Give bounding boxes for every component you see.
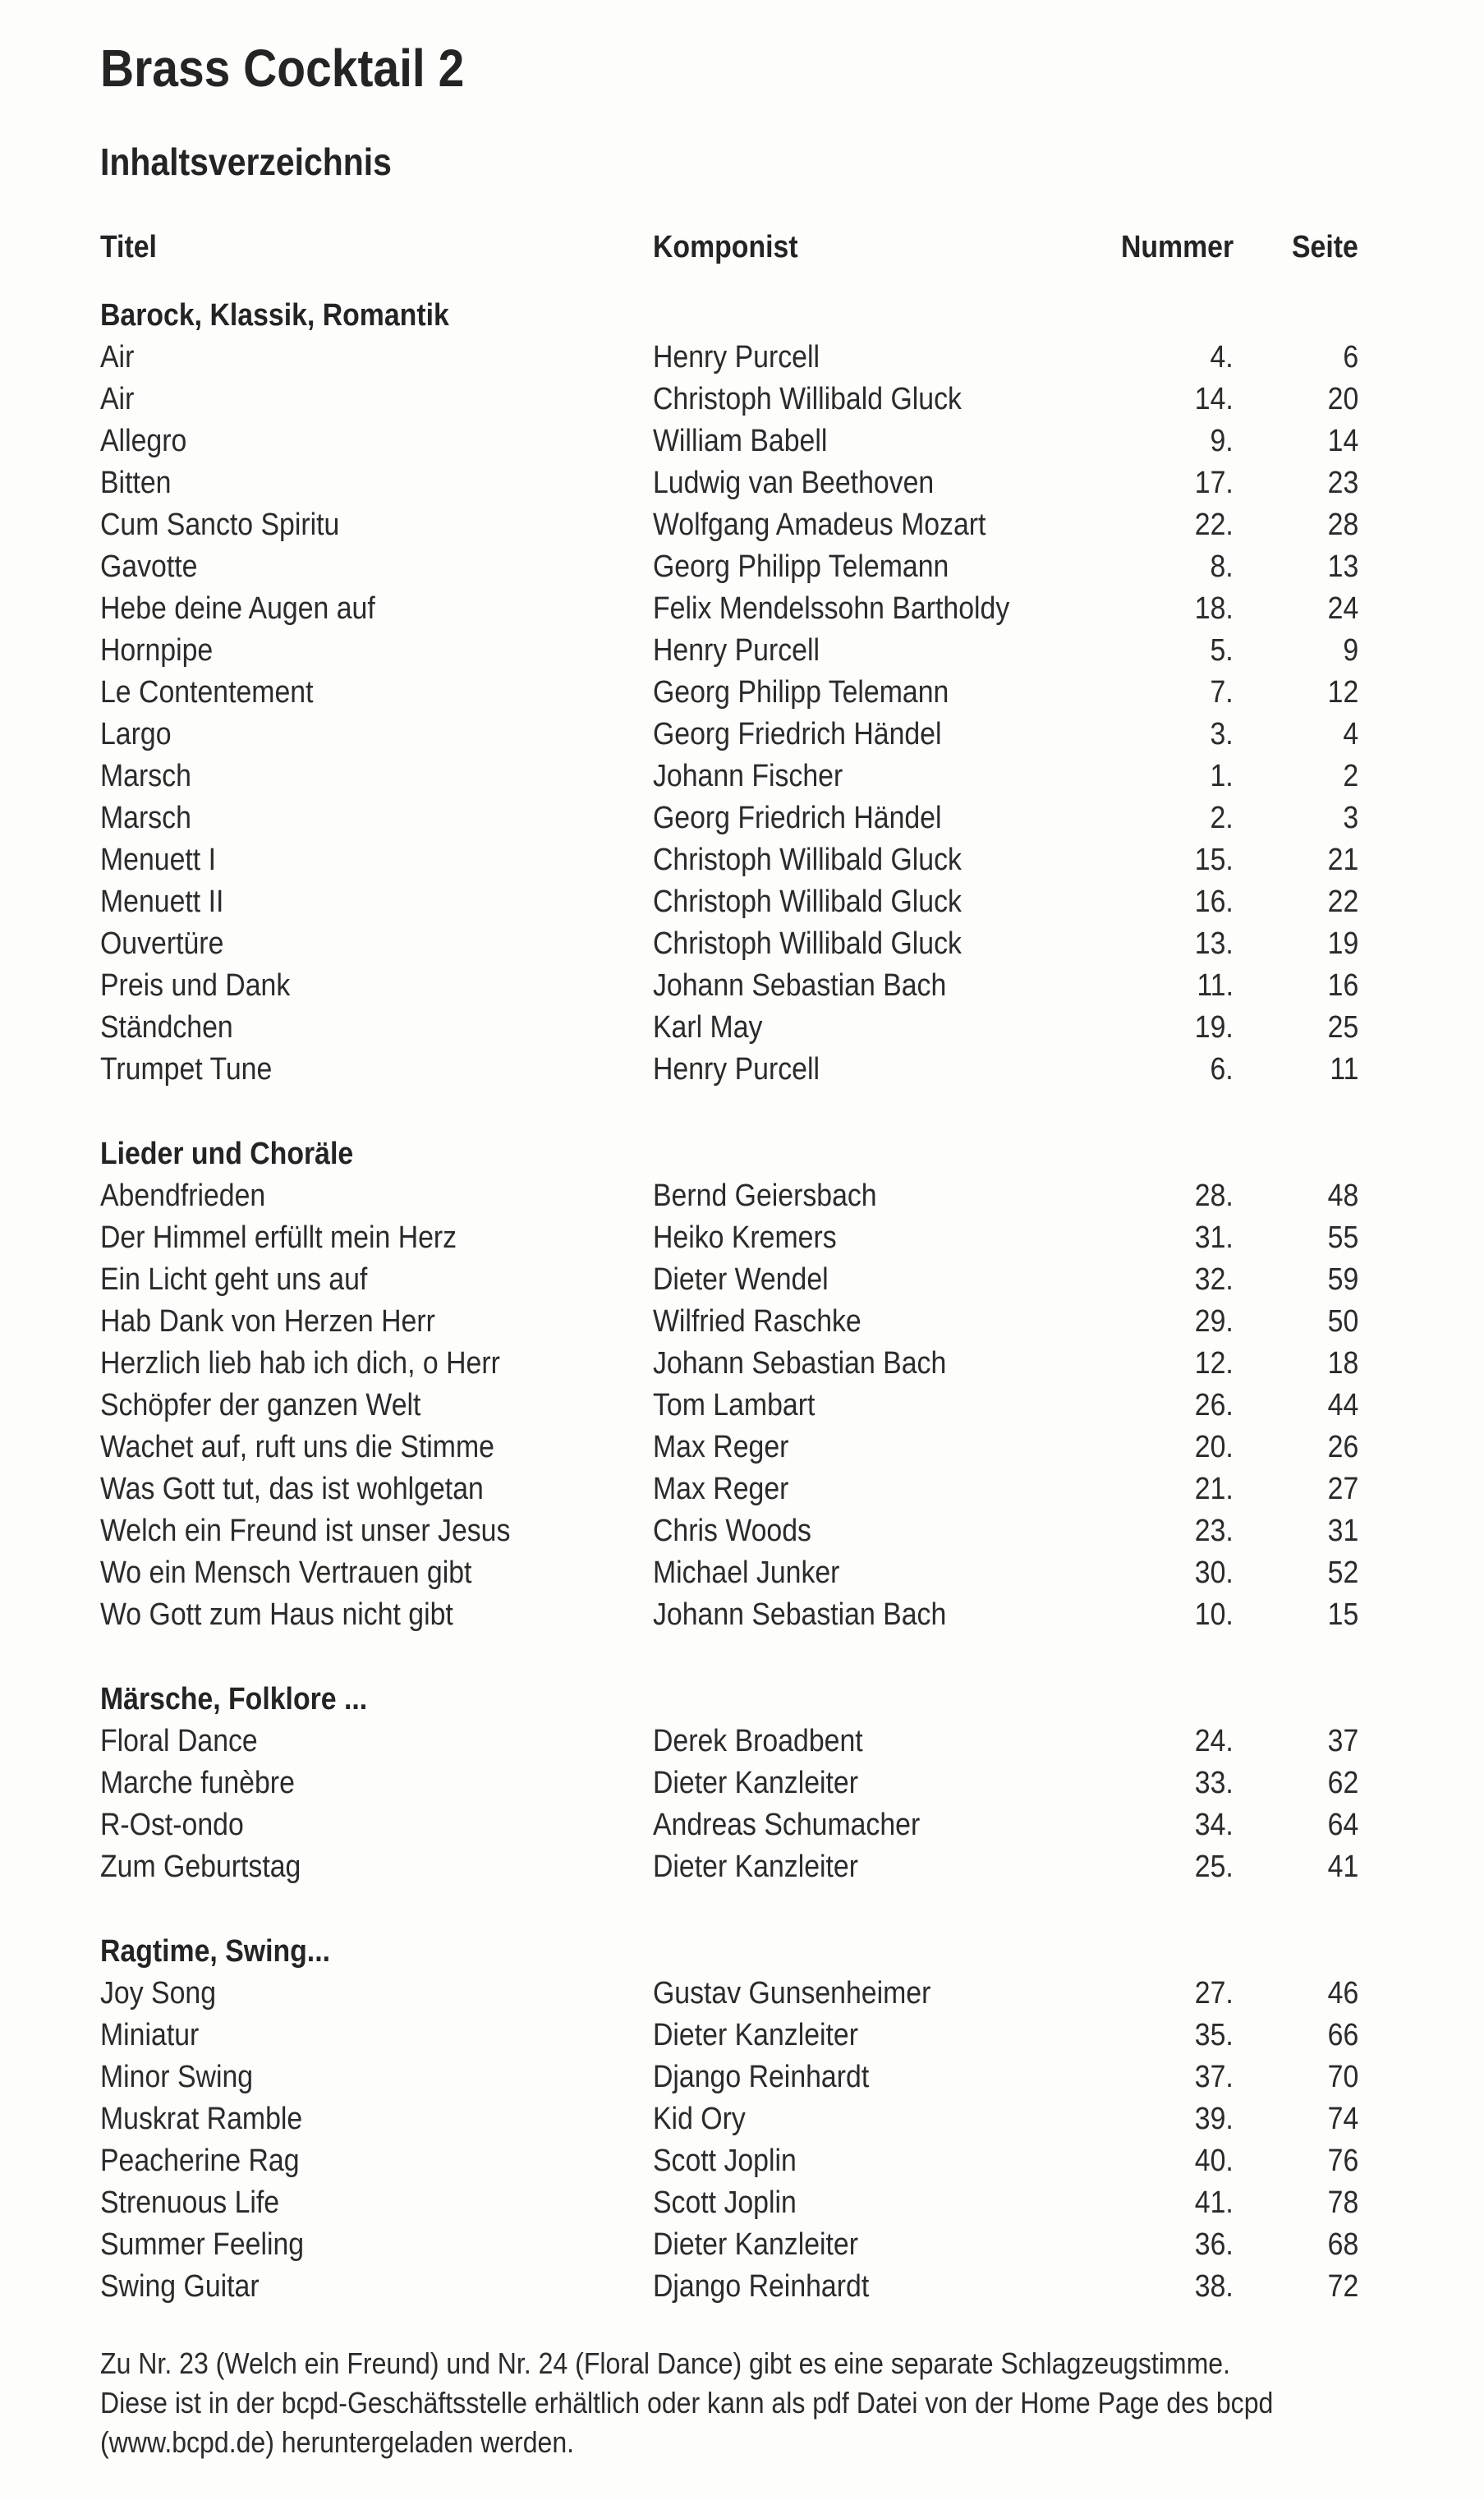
row-number: 13.: [1194, 926, 1234, 961]
section-heading: Ragtime, Swing...: [100, 1934, 331, 1969]
row-title: Cum Sancto Spiritu: [100, 508, 340, 542]
row-title: Largo: [100, 717, 172, 751]
row-page: 26: [1327, 1430, 1358, 1464]
row-title: Preis und Dank: [100, 968, 291, 1003]
row-page: 15: [1327, 1597, 1358, 1632]
row-composer: Christoph Willibald Gluck: [653, 885, 962, 919]
row-title: R-Ost-ondo: [100, 1808, 244, 1842]
row-page: 46: [1327, 1976, 1358, 2011]
row-number: 41.: [1194, 2185, 1234, 2220]
row-page: 24: [1327, 591, 1358, 626]
row-page: 59: [1327, 1262, 1358, 1297]
row-title: Summer Feeling: [100, 2227, 305, 2262]
row-page: 74: [1327, 2102, 1358, 2136]
table-row: [100, 462, 1358, 504]
row-title: Swing Guitar: [100, 2269, 260, 2304]
table-row: [100, 1007, 1358, 1049]
table-row: [100, 756, 1358, 797]
row-title: Ein Licht geht uns auf: [100, 1262, 368, 1297]
section-heading: Märsche, Folklore ...: [100, 1682, 368, 1716]
footer-line: Diese ist in der bcpd-Geschäftsstelle erhältlich oder kann als pdf Datei von der Home Page des bcpd: [100, 2386, 1274, 2420]
row-page: 6: [1343, 340, 1358, 375]
row-composer: Henry Purcell: [653, 633, 820, 668]
footer-note: [100, 2344, 1358, 2462]
toc-sections: [100, 295, 1358, 2308]
row-composer: Christoph Willibald Gluck: [653, 926, 962, 961]
row-title: Schöpfer der ganzen Welt: [100, 1388, 421, 1422]
row-number: 3.: [1210, 717, 1234, 751]
row-composer: Scott Joplin: [653, 2144, 797, 2178]
row-composer: Django Reinhardt: [653, 2060, 870, 2094]
row-page: 78: [1327, 2185, 1358, 2220]
row-number: 10.: [1194, 1597, 1234, 1632]
row-page: 64: [1327, 1808, 1358, 1842]
row-number: 20.: [1194, 1430, 1234, 1464]
row-number: 14.: [1194, 382, 1234, 416]
row-number: 28.: [1194, 1179, 1234, 1213]
column-header-komponist: Komponist: [653, 230, 798, 264]
table-row: [100, 1343, 1358, 1385]
row-title: Ständchen: [100, 1010, 233, 1045]
row-page: 27: [1327, 1472, 1358, 1506]
row-composer: Bernd Geiersbach: [653, 1179, 877, 1213]
row-composer: Karl May: [653, 1010, 763, 1045]
table-row: [100, 2266, 1358, 2308]
row-number: 7.: [1210, 675, 1234, 710]
row-composer: Dieter Kanzleiter: [653, 2018, 859, 2052]
row-title: Air: [100, 382, 135, 416]
row-title: Ouvertüre: [100, 926, 224, 961]
table-row: [100, 1259, 1358, 1301]
row-page: 41: [1327, 1850, 1358, 1884]
row-number: 2.: [1210, 801, 1234, 835]
table-row: [100, 1510, 1358, 1552]
row-number: 35.: [1194, 2018, 1234, 2052]
footer-line: (www.bcpd.de) heruntergeladen werden.: [100, 2425, 575, 2459]
row-number: 25.: [1194, 1850, 1234, 1884]
row-number: 9.: [1210, 424, 1234, 458]
row-number: 4.: [1210, 340, 1234, 375]
row-page: 25: [1327, 1010, 1358, 1045]
table-row: [100, 2140, 1358, 2182]
row-title: Menuett II: [100, 885, 224, 919]
row-page: 21: [1327, 843, 1358, 877]
table-row: [100, 2098, 1358, 2140]
table-header-row: [100, 227, 1358, 269]
row-composer: Henry Purcell: [653, 1052, 820, 1087]
table-row: [100, 420, 1358, 462]
row-composer: Max Reger: [653, 1430, 789, 1464]
row-page: 9: [1343, 633, 1358, 668]
section-rows: [100, 1721, 1358, 1888]
toc-section: [100, 1679, 1358, 1888]
row-page: 37: [1327, 1724, 1358, 1758]
table-row: [100, 1804, 1358, 1846]
row-title: Muskrat Ramble: [100, 2102, 303, 2136]
table-row: [100, 2015, 1358, 2057]
row-page: 76: [1327, 2144, 1358, 2178]
row-number: 18.: [1194, 591, 1234, 626]
table-row: [100, 2057, 1358, 2098]
row-title: Minor Swing: [100, 2060, 254, 2094]
row-title: Strenuous Life: [100, 2185, 280, 2220]
row-title: Miniatur: [100, 2018, 200, 2052]
row-title: Zum Geburtstag: [100, 1850, 301, 1884]
row-title: Abendfrieden: [100, 1179, 266, 1213]
row-composer: Kid Ory: [653, 2102, 746, 2136]
row-title: Wo ein Mensch Vertrauen gibt: [100, 1556, 472, 1590]
section-rows: [100, 1175, 1358, 1636]
row-title: Gavotte: [100, 549, 198, 584]
table-row: [100, 2224, 1358, 2266]
table-row: [100, 546, 1358, 588]
row-composer: Django Reinhardt: [653, 2269, 870, 2304]
row-title: Bitten: [100, 466, 172, 500]
table-row: [100, 2182, 1358, 2224]
row-page: 66: [1327, 2018, 1358, 2052]
table-row: [100, 965, 1358, 1007]
row-number: 31.: [1194, 1220, 1234, 1255]
table-row: [100, 714, 1358, 756]
table-row: [100, 1217, 1358, 1259]
row-title: Marsch: [100, 801, 191, 835]
row-number: 40.: [1194, 2144, 1234, 2178]
row-page: 70: [1327, 2060, 1358, 2094]
row-page: 28: [1327, 508, 1358, 542]
row-composer: Michael Junker: [653, 1556, 840, 1590]
column-header-seite: Seite: [1292, 230, 1358, 264]
row-composer: Georg Philipp Telemann: [653, 675, 949, 710]
row-composer: Christoph Willibald Gluck: [653, 843, 962, 877]
row-composer: Dieter Kanzleiter: [653, 2227, 859, 2262]
row-composer: Dieter Kanzleiter: [653, 1766, 859, 1800]
row-number: 22.: [1194, 508, 1234, 542]
row-composer: Johann Sebastian Bach: [653, 968, 947, 1003]
column-header-titel: Titel: [100, 230, 157, 264]
page-subtitle: Inhaltsverzeichnis: [100, 140, 392, 183]
row-number: 16.: [1194, 885, 1234, 919]
row-number: 34.: [1194, 1808, 1234, 1842]
table-row: [100, 1762, 1358, 1804]
row-number: 24.: [1194, 1724, 1234, 1758]
row-number: 6.: [1210, 1052, 1234, 1087]
row-composer: Ludwig van Beethoven: [653, 466, 935, 500]
row-page: 62: [1327, 1766, 1358, 1800]
row-number: 37.: [1194, 2060, 1234, 2094]
row-number: 12.: [1194, 1346, 1234, 1381]
row-composer: Wolfgang Amadeus Mozart: [653, 508, 986, 542]
row-composer: Wilfried Raschke: [653, 1304, 861, 1339]
row-page: 13: [1327, 549, 1358, 584]
row-page: 2: [1343, 759, 1358, 793]
row-composer: Max Reger: [653, 1472, 789, 1506]
row-number: 23.: [1194, 1514, 1234, 1548]
row-number: 39.: [1194, 2102, 1234, 2136]
row-number: 8.: [1210, 549, 1234, 584]
row-page: 23: [1327, 466, 1358, 500]
toc-section: [100, 1133, 1358, 1636]
row-title: Peacherine Rag: [100, 2144, 300, 2178]
row-title: Welch ein Freund ist unser Jesus: [100, 1514, 511, 1548]
toc-section: [100, 295, 1358, 1091]
table-row: [100, 504, 1358, 546]
row-number: 15.: [1194, 843, 1234, 877]
row-number: 21.: [1194, 1472, 1234, 1506]
row-number: 32.: [1194, 1262, 1234, 1297]
table-row: [100, 1049, 1358, 1091]
row-page: 16: [1327, 968, 1358, 1003]
page-title: Brass Cocktail 2: [100, 39, 465, 98]
row-page: 12: [1327, 675, 1358, 710]
section-rows: [100, 1973, 1358, 2308]
row-title: Floral Dance: [100, 1724, 258, 1758]
row-page: 72: [1327, 2269, 1358, 2304]
row-number: 26.: [1194, 1388, 1234, 1422]
row-page: 18: [1327, 1346, 1358, 1381]
row-composer: Christoph Willibald Gluck: [653, 382, 962, 416]
table-row: [100, 1721, 1358, 1762]
table-row: [100, 379, 1358, 420]
table-row: [100, 1973, 1358, 2015]
row-page: 4: [1343, 717, 1358, 751]
table-row: [100, 1468, 1358, 1510]
table-row: [100, 672, 1358, 714]
row-composer: Chris Woods: [653, 1514, 811, 1548]
row-number: 36.: [1194, 2227, 1234, 2262]
row-composer: Georg Friedrich Händel: [653, 801, 942, 835]
row-composer: Scott Joplin: [653, 2185, 797, 2220]
table-row: [100, 588, 1358, 630]
table-row: [100, 881, 1358, 923]
row-page: 19: [1327, 926, 1358, 961]
row-page: 55: [1327, 1220, 1358, 1255]
row-title: Trumpet Tune: [100, 1052, 273, 1087]
table-row: [100, 839, 1358, 881]
row-title: Hab Dank von Herzen Herr: [100, 1304, 435, 1339]
table-row: [100, 1594, 1358, 1636]
row-composer: Georg Philipp Telemann: [653, 549, 949, 584]
row-title: Le Contentement: [100, 675, 314, 710]
row-composer: Georg Friedrich Händel: [653, 717, 942, 751]
row-page: 11: [1329, 1052, 1358, 1087]
row-composer: Johann Sebastian Bach: [653, 1346, 947, 1381]
row-page: 3: [1343, 801, 1358, 835]
row-number: 33.: [1194, 1766, 1234, 1800]
row-title: Marsch: [100, 759, 191, 793]
table-row: [100, 1552, 1358, 1594]
row-number: 29.: [1194, 1304, 1234, 1339]
table-row: [100, 1846, 1358, 1888]
row-page: 22: [1327, 885, 1358, 919]
row-title: Hebe deine Augen auf: [100, 591, 375, 626]
row-number: 30.: [1194, 1556, 1234, 1590]
row-title: Menuett I: [100, 843, 216, 877]
row-composer: Johann Fischer: [653, 759, 843, 793]
row-page: 68: [1327, 2227, 1358, 2262]
table-row: [100, 1385, 1358, 1427]
row-title: Der Himmel erfüllt mein Herz: [100, 1220, 457, 1255]
row-composer: Derek Broadbent: [653, 1724, 863, 1758]
row-page: 44: [1327, 1388, 1358, 1422]
row-composer: Felix Mendelssohn Bartholdy: [653, 591, 1010, 626]
page-content: [100, 0, 1358, 2462]
row-title: Hornpipe: [100, 633, 214, 668]
row-title: Herzlich lieb hab ich dich, o Herr: [100, 1346, 500, 1381]
row-title: Air: [100, 340, 135, 375]
row-composer: Johann Sebastian Bach: [653, 1597, 947, 1632]
row-page: 50: [1327, 1304, 1358, 1339]
row-page: 14: [1327, 424, 1358, 458]
section-rows: [100, 337, 1358, 1091]
row-number: 5.: [1210, 633, 1234, 668]
row-composer: Gustav Gunsenheimer: [653, 1976, 931, 2011]
row-page: 31: [1327, 1514, 1358, 1548]
table-row: [100, 337, 1358, 379]
section-heading: Barock, Klassik, Romantik: [100, 298, 449, 333]
row-page: 20: [1327, 382, 1358, 416]
row-title: Allegro: [100, 424, 187, 458]
row-composer: Heiko Kremers: [653, 1220, 837, 1255]
column-header-nummer: Nummer: [1120, 230, 1234, 264]
table-row: [100, 923, 1358, 965]
row-title: Wo Gott zum Haus nicht gibt: [100, 1597, 453, 1632]
row-composer: Dieter Kanzleiter: [653, 1850, 859, 1884]
row-composer: Andreas Schumacher: [653, 1808, 921, 1842]
table-row: [100, 797, 1358, 839]
row-composer: Tom Lambart: [653, 1388, 816, 1422]
row-page: 48: [1327, 1179, 1358, 1213]
row-composer: William Babell: [653, 424, 828, 458]
row-title: Was Gott tut, das ist wohlgetan: [100, 1472, 484, 1506]
row-composer: Henry Purcell: [653, 340, 820, 375]
row-number: 19.: [1194, 1010, 1234, 1045]
table-row: [100, 1427, 1358, 1468]
row-number: 17.: [1194, 466, 1234, 500]
footer-line: Zu Nr. 23 (Welch ein Freund) und Nr. 24 (Floral Dance) gibt es eine separate Schlagzeugstimme.: [100, 2346, 1231, 2380]
row-number: 27.: [1194, 1976, 1234, 2011]
row-title: Wachet auf, ruft uns die Stimme: [100, 1430, 494, 1464]
row-title: Joy Song: [100, 1976, 217, 2011]
section-heading: Lieder und Choräle: [100, 1137, 354, 1171]
row-number: 1.: [1210, 759, 1234, 793]
row-composer: Dieter Wendel: [653, 1262, 829, 1297]
row-number: 11.: [1197, 968, 1234, 1003]
table-row: [100, 1301, 1358, 1343]
table-row: [100, 1175, 1358, 1217]
row-number: 38.: [1194, 2269, 1234, 2304]
row-page: 52: [1327, 1556, 1358, 1590]
table-row: [100, 630, 1358, 672]
toc-section: [100, 1931, 1358, 2308]
row-title: Marche funèbre: [100, 1766, 295, 1800]
